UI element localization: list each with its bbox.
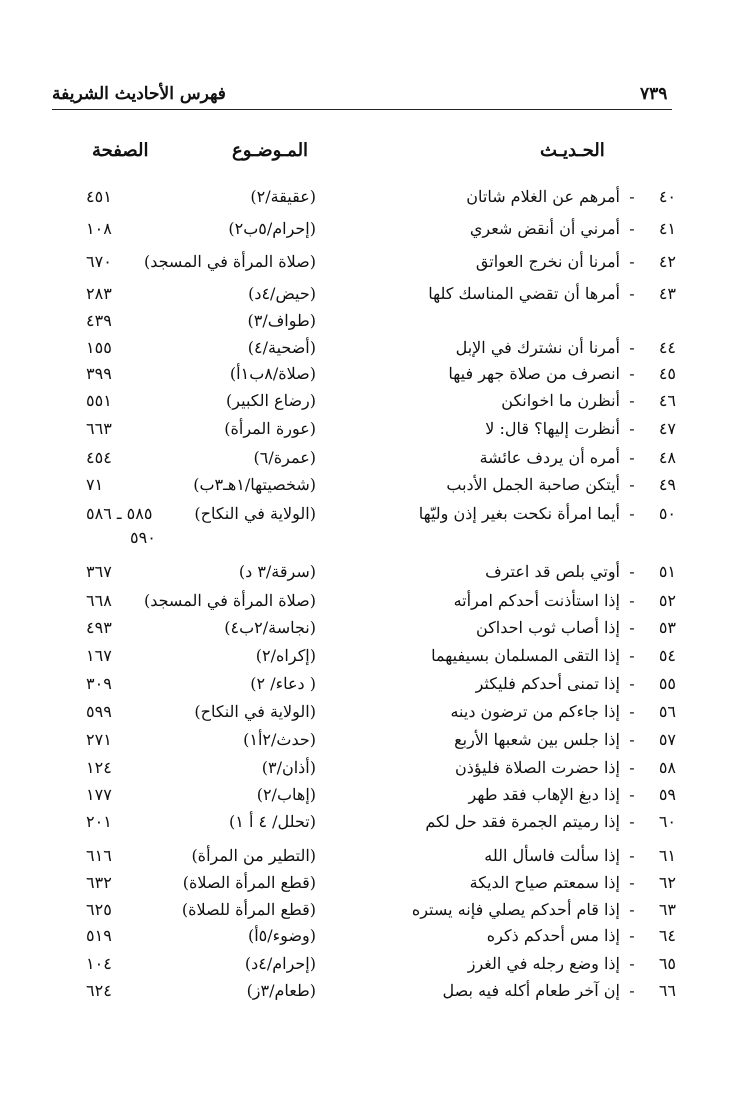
page-reference: ٦٢٤ (86, 981, 112, 1000)
hadith-text: إذا دبغ الإهاب فقد طهر (468, 785, 620, 804)
topic-cell: (حدث/٢أ١) (243, 730, 316, 749)
column-heading-hadith: الحـديـث (540, 140, 605, 161)
hadith-number: ٤١ (658, 219, 676, 238)
topic-cell: (شخصيتها/١هـ٣ب) (193, 475, 316, 494)
hadith-text: أيتكن صاحبة الجمل الأدبب (446, 475, 620, 494)
row-dash: - (629, 591, 635, 610)
header-rule (52, 109, 672, 110)
topic-cell: (إهاب/٢) (256, 785, 316, 804)
hadith-number: ٤٤ (658, 338, 676, 357)
hadith-number: ٤٥ (658, 364, 676, 383)
row-dash: - (629, 846, 635, 865)
row-dash: - (629, 338, 635, 357)
page-reference: ٧١ (86, 475, 104, 494)
page-reference: ١٧٧ (86, 785, 112, 804)
row-dash: - (629, 364, 635, 383)
hadith-number: ٤٢ (658, 252, 676, 271)
page-reference: ٣٩٩ (86, 364, 112, 383)
page-reference: ٦١٦ (86, 846, 112, 865)
hadith-text: أيما امرأة نكحت بغير إذن وليّها (418, 504, 620, 523)
hadith-text: إذا قام أحدكم يصلي فإنه يستره (411, 900, 620, 919)
page-reference: ٤٣٩ (86, 311, 112, 330)
topic-cell: (نجاسة/٢ب٤) (224, 618, 316, 637)
topic-cell: (صلاة المرأة في المسجد) (143, 591, 316, 610)
topic-cell: (تحلل/ ٤ أ ١) (229, 812, 316, 831)
page-title: فهرس الأحاديث الشريفة (52, 84, 226, 104)
topic-cell: (أذان/٣) (261, 758, 316, 777)
hadith-number: ٥١ (658, 562, 676, 581)
hadith-text: انصرف من صلاة جهر فيها (448, 364, 620, 383)
hadith-text: أمرني أن أنقض شعري (469, 219, 620, 238)
hadith-number: ٥٧ (658, 730, 676, 749)
page-reference: ٦٧٠ (86, 252, 112, 271)
row-dash: - (629, 219, 635, 238)
hadith-text: أمرهم عن الغلام شاتان (466, 187, 620, 206)
hadith-number: ٥٢ (658, 591, 676, 610)
hadith-number: ٥٦ (658, 702, 676, 721)
hadith-text: إذا أصاب ثوب احداكن (476, 618, 620, 637)
hadith-number: ٥٣ (658, 618, 676, 637)
column-heading-page: الصفحة (92, 140, 149, 161)
topic-cell: (صلاة المرأة في المسجد) (143, 252, 316, 271)
topic-cell: (أضحية/٤) (247, 338, 316, 357)
page-reference: ١٢٤ (86, 758, 112, 777)
topic-cell: (قطع المرأة للصلاة) (181, 900, 316, 919)
hadith-text: إن آخر طعام أكله فيه بصل (442, 981, 620, 1000)
hadith-number: ٦١ (658, 846, 676, 865)
row-dash: - (629, 812, 635, 831)
page-reference: ٦٦٣ (86, 419, 112, 438)
page-reference: ٦٣٢ (86, 873, 112, 892)
hadith-text: أمرنا أن نشترك في الإبل (455, 338, 620, 357)
topic-cell: (رضاع الكبير) (226, 391, 316, 410)
row-dash: - (629, 448, 635, 467)
page-reference: ٥٨٥ ـ ٥٨٦ (86, 504, 153, 523)
topic-cell: (إكراه/٢) (255, 646, 316, 665)
row-dash: - (629, 187, 635, 206)
topic-cell: (عقيقة/٢) (250, 187, 316, 206)
hadith-number: ٦٢ (658, 873, 676, 892)
row-dash: - (629, 419, 635, 438)
page-reference: ٥٥١ (86, 391, 112, 410)
topic-cell: (قطع المرأة الصلاة) (182, 873, 316, 892)
topic-cell: (وضوء/٥أ) (247, 926, 316, 945)
page-reference: ١٠٤ (86, 954, 112, 973)
hadith-text: إذا جاءكم من ترضون دينه (450, 702, 620, 721)
topic-cell: (الولاية في النكاح) (194, 504, 316, 523)
topic-cell: (طعام/٣ز) (246, 981, 316, 1000)
page-reference: ١٠٨ (86, 219, 112, 238)
hadith-number: ٤٠ (658, 187, 676, 206)
page-reference: ٥٩٠ (130, 528, 156, 547)
page-reference: ٢٧١ (86, 730, 112, 749)
row-dash: - (629, 926, 635, 945)
row-dash: - (629, 954, 635, 973)
column-heading-topic: المـوضـوع (232, 140, 309, 161)
row-dash: - (629, 284, 635, 303)
hadith-number: ٤٨ (658, 448, 676, 467)
row-dash: - (629, 981, 635, 1000)
row-dash: - (629, 562, 635, 581)
page-reference: ١٥٥ (86, 338, 112, 357)
hadith-number: ٤٦ (658, 391, 676, 410)
page-reference: ٤٥٤ (86, 448, 112, 467)
topic-cell: (حيض/٤د) (248, 284, 316, 303)
hadith-text: إذا سمعتم صياح الديكة (469, 873, 620, 892)
hadith-number: ٦٦ (658, 981, 676, 1000)
topic-cell: (سرقة/٣ د) (238, 562, 316, 581)
hadith-text: أنظرن ما اخوانكن (501, 391, 620, 410)
hadith-text: إذا وضع رجله في الغرز (467, 954, 620, 973)
page-reference: ٤٩٣ (86, 618, 112, 637)
row-dash: - (629, 702, 635, 721)
topic-cell: (إحرام/٤د) (244, 954, 316, 973)
row-dash: - (629, 504, 635, 523)
topic-cell: (صلاة/٨ب١أ) (229, 364, 316, 383)
topic-cell: (عمرة/٦) (253, 448, 316, 467)
topic-cell: ( دعاء/ ٢) (250, 674, 316, 693)
row-dash: - (629, 730, 635, 749)
row-dash: - (629, 873, 635, 892)
row-dash: - (629, 900, 635, 919)
hadith-text: إذا التقى المسلمان بسيفيهما (431, 646, 620, 665)
page-reference: ٥١٩ (86, 926, 112, 945)
hadith-number: ٥٥ (658, 674, 676, 693)
page-reference: ٥٩٩ (86, 702, 112, 721)
page-reference: ٣٦٧ (86, 562, 112, 581)
hadith-text: إذا حضرت الصلاة فليؤذن (455, 758, 620, 777)
hadith-number: ٦٥ (658, 954, 676, 973)
row-dash: - (629, 674, 635, 693)
row-dash: - (629, 391, 635, 410)
row-dash: - (629, 475, 635, 494)
row-dash: - (629, 785, 635, 804)
hadith-text: إذا تمنى أحدكم فليكثر (475, 674, 620, 693)
hadith-text: أوتي بلص قد اعترف (485, 562, 620, 581)
hadith-number: ٥٠ (658, 504, 676, 523)
hadith-number: ٤٩ (658, 475, 676, 494)
topic-cell: (التطير من المرأة) (191, 846, 316, 865)
page-reference: ٣٠٩ (86, 674, 112, 693)
hadith-text: إذا جلس بين شعبها الأربع (454, 730, 620, 749)
hadith-number: ٦٠ (658, 812, 676, 831)
topic-cell: (إحرام/٥ب٢) (228, 219, 316, 238)
row-dash: - (629, 252, 635, 271)
hadith-text: إذا مس أحدكم ذكره (486, 926, 620, 945)
hadith-number: ٦٣ (658, 900, 676, 919)
hadith-text: إذا استأذنت أحدكم امرأته (453, 591, 620, 610)
hadith-number: ٤٣ (658, 284, 676, 303)
hadith-text: إذا رميتم الجمرة فقد حل لكم (425, 812, 620, 831)
hadith-number: ٦٤ (658, 926, 676, 945)
hadith-number: ٥٩ (658, 785, 676, 804)
topic-cell: (الولاية في النكاح) (194, 702, 316, 721)
hadith-text: أمرنا أن نخرج العواتق (475, 252, 620, 271)
page-reference: ٦٦٨ (86, 591, 112, 610)
row-dash: - (629, 618, 635, 637)
hadith-number: ٤٧ (658, 419, 676, 438)
row-dash: - (629, 758, 635, 777)
hadith-text: أنظرت إليها؟ قال: لا (485, 419, 620, 438)
page-reference: ٢٠١ (86, 812, 112, 831)
topic-cell: (طواف/٣) (247, 311, 316, 330)
page-reference: ٢٨٣ (86, 284, 112, 303)
page-reference: ٦٢٥ (86, 900, 112, 919)
hadith-number: ٥٨ (658, 758, 676, 777)
hadith-text: إذا سألت فاسأل الله (484, 846, 620, 865)
row-dash: - (629, 646, 635, 665)
page-reference: ٤٥١ (86, 187, 112, 206)
topic-cell: (عورة المرأة) (224, 419, 316, 438)
hadith-text: أمره أن يردف عائشة (479, 448, 620, 467)
page-reference: ١٦٧ (86, 646, 112, 665)
hadith-text: أمرها أن تقضي المناسك كلها (428, 284, 620, 303)
hadith-number: ٥٤ (658, 646, 676, 665)
page-number: ٧٣٩ (640, 84, 668, 104)
